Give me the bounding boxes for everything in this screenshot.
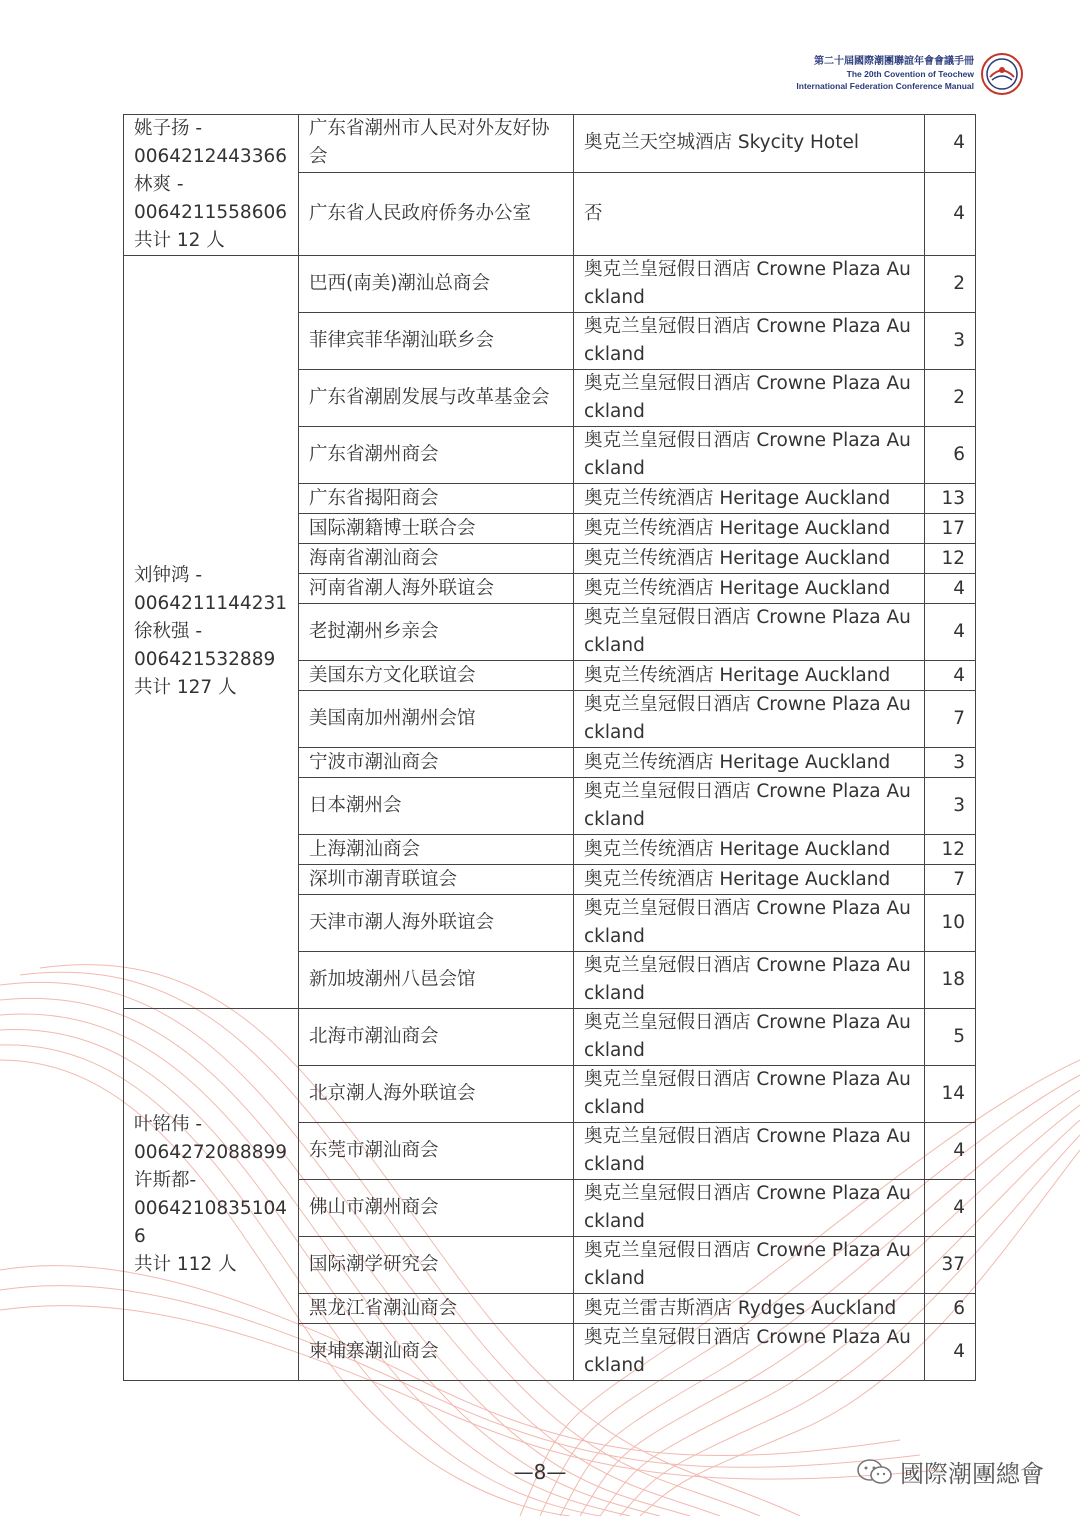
- organization-cell: 美国南加州潮州会馆: [299, 691, 574, 748]
- organization-cell: 东莞市潮汕商会: [299, 1123, 574, 1180]
- contact-line: 0064272088899: [134, 1141, 288, 1163]
- organization-cell: 广东省揭阳商会: [299, 484, 574, 514]
- hotel-cell: 奥克兰雷吉斯酒店 Rydges Auckland: [574, 1294, 925, 1324]
- hotel-cell: 奥克兰皇冠假日酒店 Crowne Plaza Auckland: [574, 895, 925, 952]
- hotel-cell: 奥克兰皇冠假日酒店 Crowne Plaza Auckland: [574, 952, 925, 1009]
- count-cell: 6: [925, 427, 976, 484]
- organization-cell: 天津市潮人海外联谊会: [299, 895, 574, 952]
- count-cell: 3: [925, 313, 976, 370]
- table-row: [124, 115, 976, 173]
- count-cell: 4: [925, 172, 976, 255]
- count-cell: 12: [925, 544, 976, 574]
- organization-cell: 日本潮州会: [299, 778, 574, 835]
- count-cell: 4: [925, 661, 976, 691]
- hotel-cell: 奥克兰皇冠假日酒店 Crowne Plaza Auckland: [574, 604, 925, 661]
- hotel-cell: 奥克兰天空城酒店 Skycity Hotel: [574, 115, 925, 173]
- hotel-cell: 奥克兰皇冠假日酒店 Crowne Plaza Auckland: [574, 691, 925, 748]
- contact-line: 林爽 -: [134, 174, 184, 195]
- contact-line: 徐秋强 -: [134, 621, 203, 642]
- hotel-cell: 奥克兰皇冠假日酒店 Crowne Plaza Auckland: [574, 1123, 925, 1180]
- hotel-cell: 奥克兰传统酒店 Heritage Auckland: [574, 484, 925, 514]
- contact-line: 00642108351046: [134, 1197, 288, 1247]
- count-cell: 14: [925, 1066, 976, 1123]
- organization-cell: 海南省潮汕商会: [299, 544, 574, 574]
- contact-line: 0064211144231: [134, 593, 288, 614]
- organization-cell: 国际潮学研究会: [299, 1237, 574, 1294]
- header-title-cn: 第二十屆國際潮團聯誼年會會議手冊: [814, 56, 974, 67]
- wechat-watermark: [856, 1454, 1044, 1489]
- count-cell: 18: [925, 952, 976, 1009]
- count-cell: 4: [925, 1324, 976, 1381]
- table-row: [124, 256, 976, 313]
- hotel-cell: 奥克兰皇冠假日酒店 Crowne Plaza Auckland: [574, 1066, 925, 1123]
- count-cell: 7: [925, 691, 976, 748]
- delegation-table: [123, 114, 976, 1381]
- organization-cell: 菲律宾菲华潮汕联乡会: [299, 313, 574, 370]
- contact-line: 叶铭伟 -: [134, 1113, 203, 1135]
- hotel-cell: 奥克兰传统酒店 Heritage Auckland: [574, 574, 925, 604]
- organization-cell: 深圳市潮青联谊会: [299, 865, 574, 895]
- organization-cell: 广东省潮州市人民对外友好协会: [299, 115, 574, 173]
- hotel-cell: 奥克兰皇冠假日酒店 Crowne Plaza Auckland: [574, 778, 925, 835]
- hotel-cell: 否: [574, 172, 925, 255]
- contact-line: 006421532889: [134, 649, 276, 670]
- contact-line: 刘钟鸿 -: [134, 565, 203, 586]
- organization-cell: 河南省潮人海外联谊会: [299, 574, 574, 604]
- organization-cell: 上海潮汕商会: [299, 835, 574, 865]
- count-cell: 4: [925, 1180, 976, 1237]
- contact-cell: [124, 115, 299, 256]
- organization-cell: 黑龙江省潮汕商会: [299, 1294, 574, 1324]
- hotel-cell: 奥克兰传统酒店 Heritage Auckland: [574, 748, 925, 778]
- count-cell: 4: [925, 115, 976, 173]
- organization-cell: 老挝潮州乡亲会: [299, 604, 574, 661]
- count-cell: 3: [925, 748, 976, 778]
- hotel-cell: 奥克兰皇冠假日酒店 Crowne Plaza Auckland: [574, 256, 925, 313]
- watermark-text: 國際潮團總會: [900, 1460, 1044, 1488]
- contact-line: 0064211558606: [134, 202, 288, 223]
- contact-line: 姚子扬 -: [134, 118, 203, 139]
- count-cell: 6: [925, 1294, 976, 1324]
- hotel-cell: 奥克兰传统酒店 Heritage Auckland: [574, 544, 925, 574]
- contact-line: 0064212443366: [134, 146, 288, 167]
- hotel-cell: 奥克兰皇冠假日酒店 Crowne Plaza Auckland: [574, 1324, 925, 1381]
- contact-line: 许斯都-: [134, 1169, 197, 1191]
- count-cell: 7: [925, 865, 976, 895]
- count-cell: 12: [925, 835, 976, 865]
- count-cell: 37: [925, 1237, 976, 1294]
- organization-cell: 佛山市潮州商会: [299, 1180, 574, 1237]
- organization-cell: 美国东方文化联谊会: [299, 661, 574, 691]
- hotel-cell: 奥克兰传统酒店 Heritage Auckland: [574, 661, 925, 691]
- contact-line: 共计 112 人: [134, 1253, 237, 1275]
- count-cell: 5: [925, 1009, 976, 1066]
- contact-cell: [124, 256, 299, 1009]
- organization-cell: 北海市潮汕商会: [299, 1009, 574, 1066]
- count-cell: 4: [925, 1123, 976, 1180]
- header-title-en-2: International Federation Conference Manual: [796, 81, 974, 91]
- hotel-cell: 奥克兰传统酒店 Heritage Auckland: [574, 514, 925, 544]
- contact-line: 共计 127 人: [134, 677, 237, 698]
- organization-cell: 国际潮籍博士联合会: [299, 514, 574, 544]
- delegation-table-body: [124, 115, 976, 1381]
- hotel-cell: 奥克兰皇冠假日酒店 Crowne Plaza Auckland: [574, 1180, 925, 1237]
- count-cell: 4: [925, 604, 976, 661]
- count-cell: 3: [925, 778, 976, 835]
- organization-cell: 新加坡潮州八邑会馆: [299, 952, 574, 1009]
- conference-logo-icon: [980, 52, 1024, 96]
- hotel-cell: 奥克兰皇冠假日酒店 Crowne Plaza Auckland: [574, 1009, 925, 1066]
- count-cell: 13: [925, 484, 976, 514]
- header-title-en-1: The 20th Covention of Teochew: [846, 69, 974, 79]
- organization-cell: 柬埔寨潮汕商会: [299, 1324, 574, 1381]
- count-cell: 2: [925, 370, 976, 427]
- hotel-cell: 奥克兰皇冠假日酒店 Crowne Plaza Auckland: [574, 313, 925, 370]
- header-text: [796, 56, 974, 92]
- organization-cell: 北京潮人海外联谊会: [299, 1066, 574, 1123]
- organization-cell: 广东省人民政府侨务办公室: [299, 172, 574, 255]
- hotel-cell: 奥克兰皇冠假日酒店 Crowne Plaza Auckland: [574, 370, 925, 427]
- table-row: [124, 1009, 976, 1066]
- conference-header: [796, 52, 1024, 96]
- contact-cell: [124, 1009, 299, 1381]
- organization-cell: 宁波市潮汕商会: [299, 748, 574, 778]
- count-cell: 10: [925, 895, 976, 952]
- wechat-icon: [856, 1458, 894, 1486]
- organization-cell: 巴西(南美)潮汕总商会: [299, 256, 574, 313]
- contact-line: 共计 12 人: [134, 230, 225, 251]
- hotel-cell: 奥克兰皇冠假日酒店 Crowne Plaza Auckland: [574, 1237, 925, 1294]
- hotel-cell: 奥克兰皇冠假日酒店 Crowne Plaza Auckland: [574, 427, 925, 484]
- organization-cell: 广东省潮剧发展与改革基金会: [299, 370, 574, 427]
- organization-cell: 广东省潮州商会: [299, 427, 574, 484]
- page-number: —8—: [513, 1460, 567, 1484]
- hotel-cell: 奥克兰传统酒店 Heritage Auckland: [574, 865, 925, 895]
- count-cell: 2: [925, 256, 976, 313]
- hotel-cell: 奥克兰传统酒店 Heritage Auckland: [574, 835, 925, 865]
- count-cell: 17: [925, 514, 976, 544]
- count-cell: 4: [925, 574, 976, 604]
